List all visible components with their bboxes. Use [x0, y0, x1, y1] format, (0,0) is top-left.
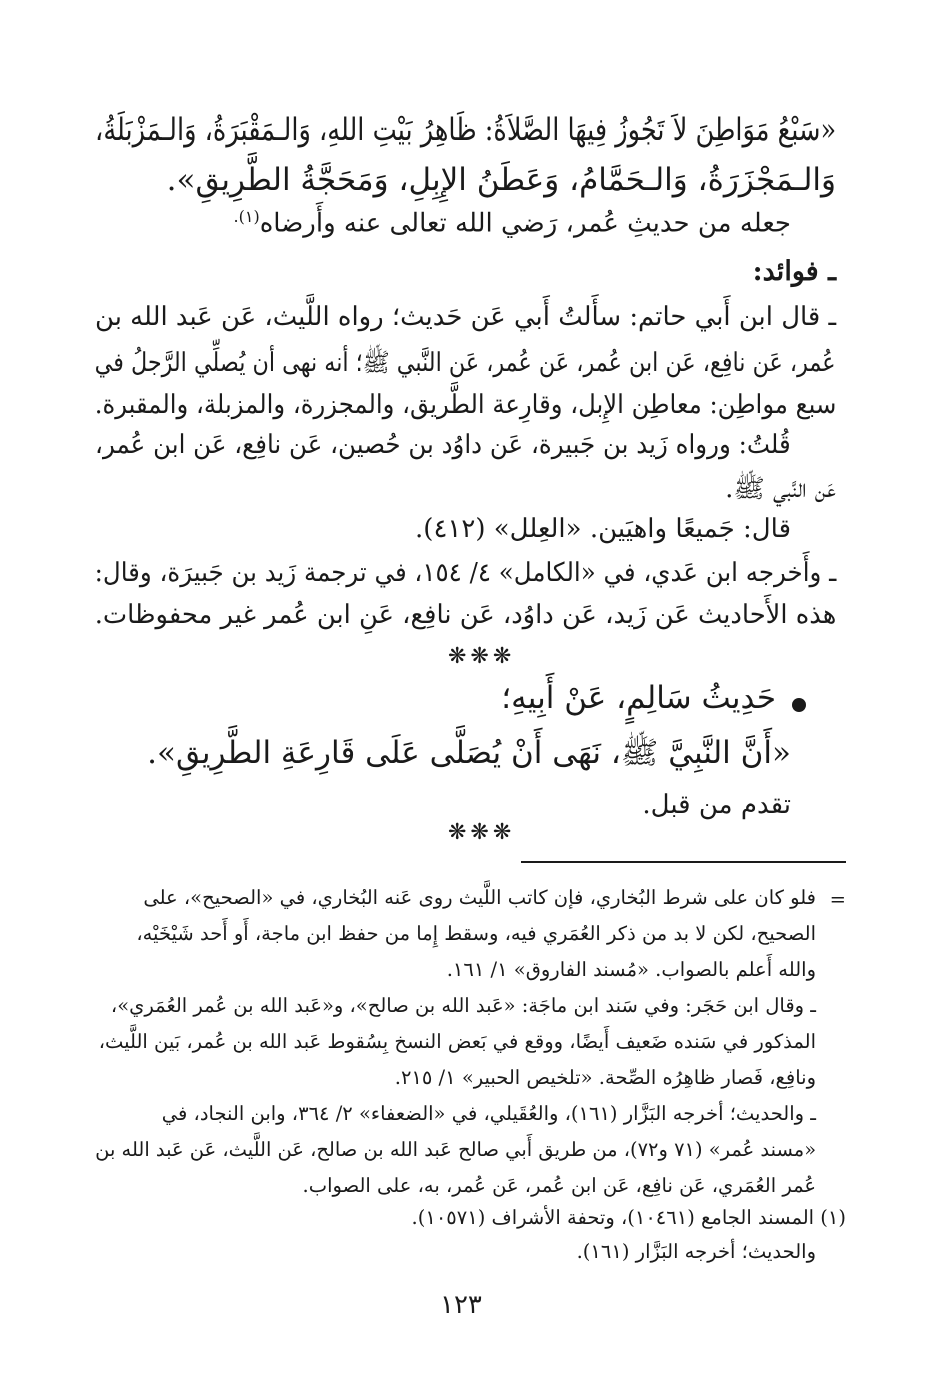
footnote-3-line-2: والحديث؛ أخرجه البَزَّار (١٦١). [576, 1240, 816, 1263]
section-separator-2: ❋❋❋ [448, 820, 516, 845]
fawaid-p3: قال: جَميعًا واهيَين. «العِلل» (٤١٢). [415, 514, 791, 544]
footnote-continuation-mark: = [829, 888, 846, 911]
footnote-2-line-2: «مسند عُمر» (٧١ و٧٢)، من طريق أَبي صالح عَبد الله بن صالح، عَن اللَّيث، عَن عَبد الله بن [95, 1138, 816, 1161]
hadith-text-line-1: «سَبْعُ مَوَاطِنَ لاَ تَجُوزُ فِيهَا الصَّلاَةُ: ظَاهِرُ بَيْتِ اللهِ، وَالـمَقْبَرَةُ، وَالـمَزْبَلَةُ، [94, 112, 836, 148]
section-separator-1: ❋❋❋ [448, 644, 516, 669]
footnote-divider [521, 861, 846, 863]
footnote-ref-1: (١). [233, 207, 260, 226]
attribution-text: جعله من حديثِ عُمر، رَضي الله تعالى عنه وأَرضاه [259, 208, 791, 239]
hadith2-title: حَدِيثُ سَالِمٍ، عَنْ أَبِيهِ؛ [501, 680, 776, 716]
footnote-2-line-3: عُمر العُمَري، عَن نافِع، عَن ابن عُمر، عَن عُمر، به، على الصواب. [302, 1174, 816, 1197]
footnote-0-line-3: والله أَعلم بالصواب. «مُسند الفاروق» ١/ ١٦١. [446, 958, 816, 981]
footnote-1-line-3: ونافِع، فَصار ظاهِرُه الصِّحة. «تلخيص الحبير» ١/ ٢١٥. [394, 1066, 816, 1089]
fawaid-p4-line-1: ـ وأَخرجه ابن عَدي، في «الكامل» ٤/ ١٥٤، في ترجمة زَيد بن جَبيرَة، وقال: [94, 558, 836, 588]
page-number: ١٢٣ [440, 1290, 482, 1320]
bullet-icon [792, 698, 806, 712]
hadith2-text: «أَنَّ النَّبِيَّ ﷺ، نَهَى أَنْ يُصَلَّى عَلَى قَارِعَةِ الطَّرِيقِ». [147, 735, 791, 771]
hadith-text-line-2: وَالـمَجْزَرَةُ، وَالـحَمَّامُ، وَعَطَنُ الإِبِلِ، وَمَحَجَّةُ الطَّرِيقِ». [166, 162, 836, 198]
footnote-2-line-1: ـ والحديث؛ أخرجه البَزَّار (١٦١)، والعُقَيلي، في «الضعفاء» ٢/ ٣٦٤، وابن النجاد، في [161, 1102, 816, 1125]
attribution-line [234, 207, 791, 239]
fawaid-p1-line-2: عُمر، عَن نافِع، عَن ابن عُمر، عَن عُمر، عَن النَّبي ﷺ؛ أنه نهى أن يُصلِّي الرَّجلُ في [95, 348, 836, 378]
fawaid-p2-line-2: عَن النَّبي ﷺ. [725, 474, 836, 504]
footnote-0-line-1: فلو كان على شرط البُخاري، فإن كاتب اللَّيث روى عَنه البُخاري، في «الصحيح»، على [143, 886, 816, 909]
fawaid-p1-line-1: ـ قال ابن أَبي حاتم: سأَلتُ أَبي عَن حَديث؛ رواه اللَّيث، عَن عَبد الله بن [94, 302, 836, 332]
footnote-3-line-1: (١) المسند الجامع (١٠٤٦١)، وتحفة الأشراف (١٠٥٧١). [411, 1206, 846, 1229]
hadith2-note: تقدم من قبل. [642, 790, 791, 820]
footnote-0-line-2: الصحيح، لكن لا بد من ذكر العُمَري فيه، وسقط إِما من حفظ ابن ماجة، أَو أَحد شَيْخَيْه، [136, 922, 816, 945]
fawaid-p4-line-2: هذه الأَحاديث عَن زَيد، عَن داوُد، عَن نافِع، عَنِ ابن عُمر غير محفوظات. [94, 600, 836, 630]
fawaid-p1-line-3: سبع مواطِن: معاطِن الإِبل، وقارِعة الطَّريق، والمجزرة، والمزبلة، والمقبرة. [94, 390, 836, 420]
footnote-1-line-1: ـ وقال ابن حَجَر: وفي سَند ابن ماجَة: «عَبد الله بن صالح»، و«عَبد الله بن عُمر العُمَري»، [110, 994, 816, 1017]
fawaid-p2-line-1: قُلتُ: ورواه زَيد بن جَبيرة، عَن داوُد بن حُصين، عَن نافِع، عَن ابن عُمر، [95, 430, 791, 460]
footnote-1-line-2: المذكور في سَنده ضَعيف أَيضًا، ووقع في بَعض النسخ بِسُقوط عَبد الله بن عُمر، بَين اللَّيث، [98, 1030, 816, 1053]
fawaid-heading: ـ فوائد: [752, 256, 836, 287]
